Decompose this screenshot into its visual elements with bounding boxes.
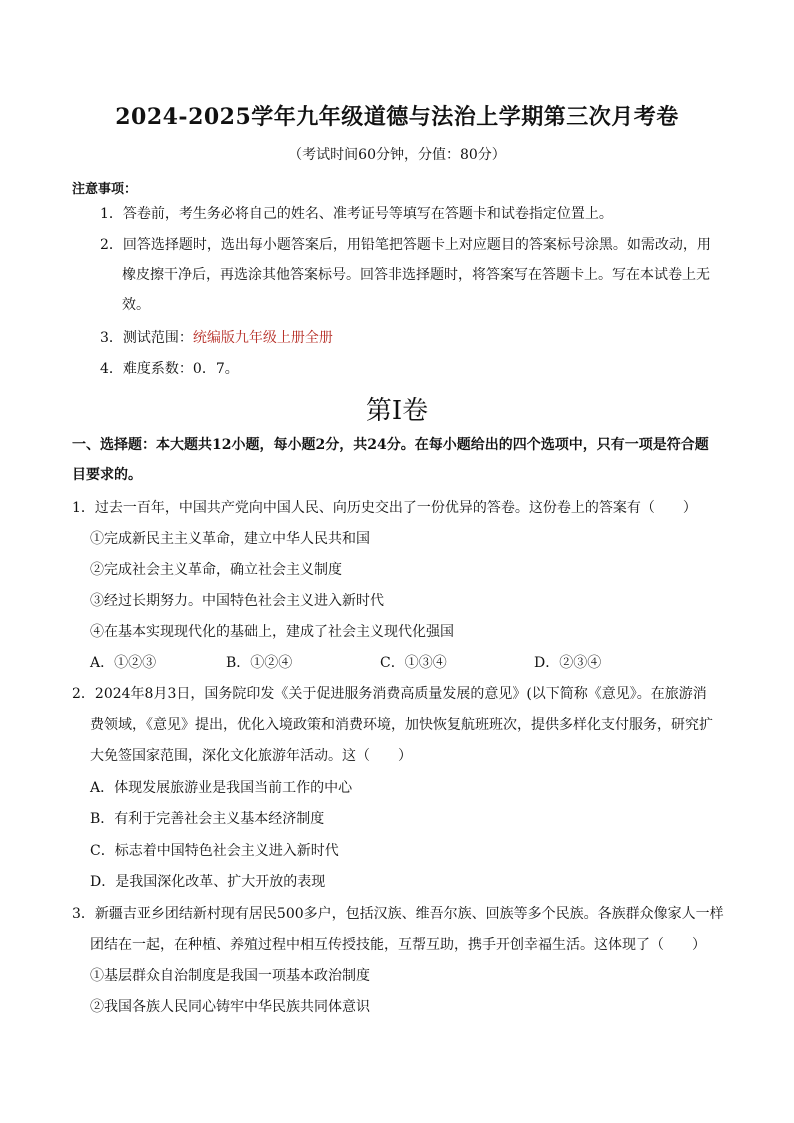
question-3-stem-line2: 团结在一起，在种植、养殖过程中相互传授技能，互帮互助，携手开创幸福生活。这体现了（ ） <box>90 937 706 953</box>
question-2-stem-line3: 大免签国家范围，深化文化旅游年活动。这（ ） <box>90 748 412 764</box>
note-range-label: 测试范围： <box>122 330 193 346</box>
question-2-option-a: A．体现发展旅游业是我国当前工作的中心 <box>90 780 353 796</box>
question-3-stem-line1: 3．新疆吉亚乡团结新村现有居民500多户，包括汉族、维吾尔族、回族等多个民族。各族群众像家人一样 <box>72 906 724 922</box>
question-1-statement-3: ③经过长期努力。中国特色社会主义进入新时代 <box>90 593 384 609</box>
question-2-option-c: C．标志着中国特色社会主义进入新时代 <box>90 843 339 859</box>
question-3-statement-1: ①基层群众自治制度是我国一项基本政治制度 <box>90 968 370 984</box>
question-3-statement-2: ②我国各族人民同心铸牢中华民族共同体意识 <box>90 999 370 1015</box>
note-number: 2． <box>100 237 123 253</box>
question-1-statement-1: ①完成新民主主义革命，建立中华人民共和国 <box>90 531 370 547</box>
question-2-option-b: B．有利于完善社会主义基本经济制度 <box>90 811 325 827</box>
note-item-1 <box>100 199 724 229</box>
note-text-line1: 回答选择题时，选出每小题答案后，用铅笔把答题卡上对应题目的答案标号涂黑。如需改动，用 <box>122 237 711 253</box>
note-number: 4． <box>100 361 123 377</box>
note-item-3 <box>100 323 724 353</box>
note-number: 3． <box>100 330 123 346</box>
note-item-2 <box>100 230 724 320</box>
option-a: A．①②③ <box>90 655 157 671</box>
question-1-statement-2: ②完成社会主义革命，确立社会主义制度 <box>90 562 342 578</box>
exam-title: 2024-2025学年九年级道德与法治上学期第三次月考卷 <box>115 104 679 130</box>
note-text: 难度系数：0．7。 <box>122 361 239 377</box>
note-number: 1． <box>100 206 123 222</box>
note-range-value: 统编版九年级上册全册 <box>192 330 333 346</box>
exam-subtitle: （考试时间60分钟，分值：80分） <box>288 147 506 163</box>
question-1-stem: 1．过去一百年，中国共产党向中国人民、向历史交出了一份优异的答卷。这份卷上的答案有（ ） <box>72 500 697 516</box>
note-item-4 <box>100 354 724 384</box>
note-text-line3: 效。 <box>122 297 150 313</box>
section-instructions <box>72 430 724 490</box>
question-1-statement-4: ④在基本实现现代化的基础上，建成了社会主义现代化强国 <box>90 624 454 640</box>
option-d: D．②③④ <box>534 655 602 671</box>
section-title: 第Ⅰ卷 <box>365 396 429 426</box>
option-b: B．①②④ <box>226 655 293 671</box>
question-2-stem-line2: 费领域，《意见》提出，优化入境政策和消费环境，加快恢复航班班次，提供多样化支付服务，研究扩 <box>90 717 713 733</box>
option-c: C．①③④ <box>380 655 447 671</box>
notes-label: 注意事项： <box>72 182 138 197</box>
instructions-line2: 目要求的。 <box>72 467 142 483</box>
question-2-stem-line1: 2．2024年8月3日，国务院印发《关于促进服务消费高质量发展的意见》(以下简称《意见》。在旅游消 <box>72 686 707 702</box>
note-text: 答卷前，考生务必将自己的姓名、准考证号等填写在答题卡和试卷指定位置上。 <box>122 206 613 222</box>
instructions-line1: 一、选择题：本大题共12小题，每小题2分，共24分。在每小题给出的四个选项中，只有一项是符合题 <box>72 437 709 453</box>
question-1-options <box>90 652 730 676</box>
question-2-option-d: D．是我国深化改革、扩大开放的表现 <box>90 874 326 890</box>
note-text-line2: 橡皮擦干净后，再选涂其他答案标号。回答非选择题时，将答案写在答题卡上。写在本试卷上无 <box>122 267 710 283</box>
